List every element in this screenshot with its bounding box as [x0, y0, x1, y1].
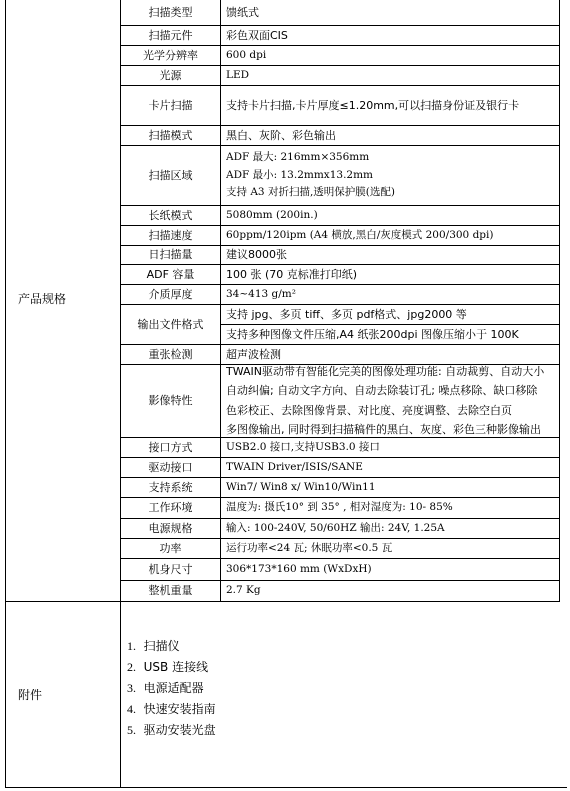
table-right-edge [559, 0, 560, 601]
spec-value: 色彩校正、去除图像背景、对比度、亮度调整、去除空白页 [226, 403, 512, 417]
spec-label: 光源 [159, 68, 182, 82]
spec-value: ADF 最大: 216mm×356mm [226, 151, 370, 163]
row-separator [120, 284, 560, 285]
row-sub-separator [220, 324, 560, 325]
accessory-item [127, 720, 216, 741]
spec-value: 超声波检测 [226, 347, 281, 361]
accessory-spacer [136, 723, 144, 737]
accessory-spacer [136, 681, 144, 695]
spec-value: LED [226, 68, 250, 81]
spec-label: 扫描速度 [148, 228, 193, 242]
row-separator [120, 145, 560, 146]
accessory-number: 2. [127, 660, 136, 674]
row-separator [120, 125, 560, 126]
accessory-item [127, 636, 216, 657]
spec-value: 彩色双面CIS [226, 28, 288, 42]
row-separator [120, 497, 560, 498]
spec-label: 介质厚度 [148, 287, 193, 301]
spec-label: 整机重量 [148, 584, 193, 597]
row-separator [120, 205, 560, 206]
spec-value: ADF 最小: 13.2mmx13.2mm [226, 168, 374, 181]
row-separator [120, 558, 560, 559]
spec-value: 多图像输出, 同时得到扫描稿件的黑白、灰度、彩色三种影像输出 [226, 423, 541, 437]
spec-label: 光学分辨率 [143, 48, 198, 62]
spec-label: 扫描元件 [148, 28, 193, 42]
section-divider [5, 601, 560, 602]
accessory-text: 扫描仪 [143, 639, 180, 653]
spec-value: 支持 jpg、多页 tiff、多页 pdf格式、jpg2000 等 [226, 307, 467, 321]
spec-label: 工作环境 [148, 501, 193, 514]
spec-value: 温度为: 摄氏10° 到 35° , 相对湿度为: 10- 85% [226, 501, 453, 513]
row-separator [120, 65, 560, 66]
accessory-number: 5. [127, 723, 136, 737]
row-separator [120, 457, 560, 458]
spec-value: 2.7 Kg [226, 584, 261, 596]
spec-label: 接口方式 [148, 440, 193, 454]
row-separator [120, 25, 560, 26]
spec-label: 功率 [159, 541, 182, 555]
row-separator [120, 85, 560, 86]
spec-value: 100 张 (70 克标准打印纸) [226, 267, 358, 281]
spec-value: Win7/ Win8 x/ Win10/Win11 [226, 480, 376, 493]
spec-value: 306*173*160 mm (WxDxH) [226, 562, 372, 575]
spec-value: 输入: 100-240V, 50/60HZ 输出: 24V, 1.25A [226, 521, 445, 534]
spec-value: 34~413 g/m² [226, 287, 296, 300]
spec-value: 运行功率<24 瓦; 休眠功率<0.5 瓦 [226, 541, 393, 554]
accessories-list [127, 636, 216, 741]
spec-label: 扫描类型 [148, 6, 193, 19]
spec-value: 5080mm (200in.) [226, 208, 318, 221]
spec-value: 支持 A3 对折扫描,透明保护膜(选配) [226, 186, 395, 198]
accessory-spacer [136, 639, 144, 653]
spec-value: 建议8000张 [226, 248, 287, 261]
accessory-text: 驱动安装光盘 [143, 723, 216, 737]
spec-value: TWAIN驱动带有智能化完美的图像处理功能: 自动裁剪、自动大小 [226, 364, 545, 378]
spec-label: 扫描模式 [148, 128, 193, 142]
spec-value: 自动纠偏; 自动文字方向、自动去除装订孔; 噪点移除、缺口移除 [226, 384, 538, 398]
spec-value: USB2.0 接口,支持USB3.0 接口 [226, 440, 380, 453]
spec-label: 影像特性 [148, 394, 193, 407]
accessory-number: 4. [127, 702, 136, 716]
row-separator [120, 304, 560, 305]
spec-label: 机身尺寸 [148, 562, 193, 576]
spec-value: 60ppm/120ipm (A4 横放,黑白/灰度模式 200/300 dpi) [226, 228, 494, 241]
spec-label: 长纸模式 [148, 208, 193, 222]
row-separator [120, 245, 560, 246]
accessory-spacer [136, 660, 144, 674]
row-separator [120, 518, 560, 519]
spec-value: 600 dpi [226, 48, 267, 61]
spec-label: 扫描区域 [148, 168, 193, 182]
accessory-item [127, 678, 216, 699]
section-spec-label: 产品规格 [18, 293, 67, 306]
spec-value: 支持卡片扫描,卡片厚度≤1.20mm,可以扫描身份证及银行卡 [226, 98, 520, 112]
accessory-text: 电源适配器 [143, 681, 204, 695]
column-divider-2 [220, 0, 221, 601]
row-separator [120, 437, 560, 438]
row-separator [120, 580, 560, 581]
row-separator [120, 45, 560, 46]
spec-label: 日扫描量 [148, 248, 193, 261]
spec-value: 馈纸式 [226, 6, 259, 19]
row-separator [120, 538, 560, 539]
row-separator [120, 264, 560, 265]
section-accessories-label: 附件 [18, 689, 43, 702]
spec-label: 重张检测 [148, 347, 193, 361]
accessory-item [127, 657, 216, 678]
accessory-number: 3. [127, 681, 136, 695]
row-separator [120, 225, 560, 226]
accessory-text: 快速安装指南 [143, 702, 216, 716]
accessory-spacer [136, 702, 144, 716]
row-separator [120, 477, 560, 478]
spec-label: 电源规格 [148, 521, 193, 535]
spec-label: ADF 容量 [146, 267, 195, 281]
spec-label: 卡片扫描 [148, 98, 193, 112]
spec-label: 支持系统 [148, 480, 193, 494]
accessory-item [127, 699, 216, 720]
spec-value: TWAIN Driver/ISIS/SANE [226, 460, 363, 473]
spec-value: 支持多种图像文件压缩,A4 纸张200dpi 图像压缩小于 100K [226, 327, 519, 341]
spec-label: 驱动接口 [148, 460, 193, 474]
row-separator [120, 344, 560, 345]
spec-label: 输出文件格式 [137, 317, 204, 331]
accessory-text: USB 连接线 [143, 660, 209, 674]
accessory-number: 1. [127, 639, 136, 653]
spec-value: 黑白、灰阶、彩色输出 [226, 128, 336, 142]
